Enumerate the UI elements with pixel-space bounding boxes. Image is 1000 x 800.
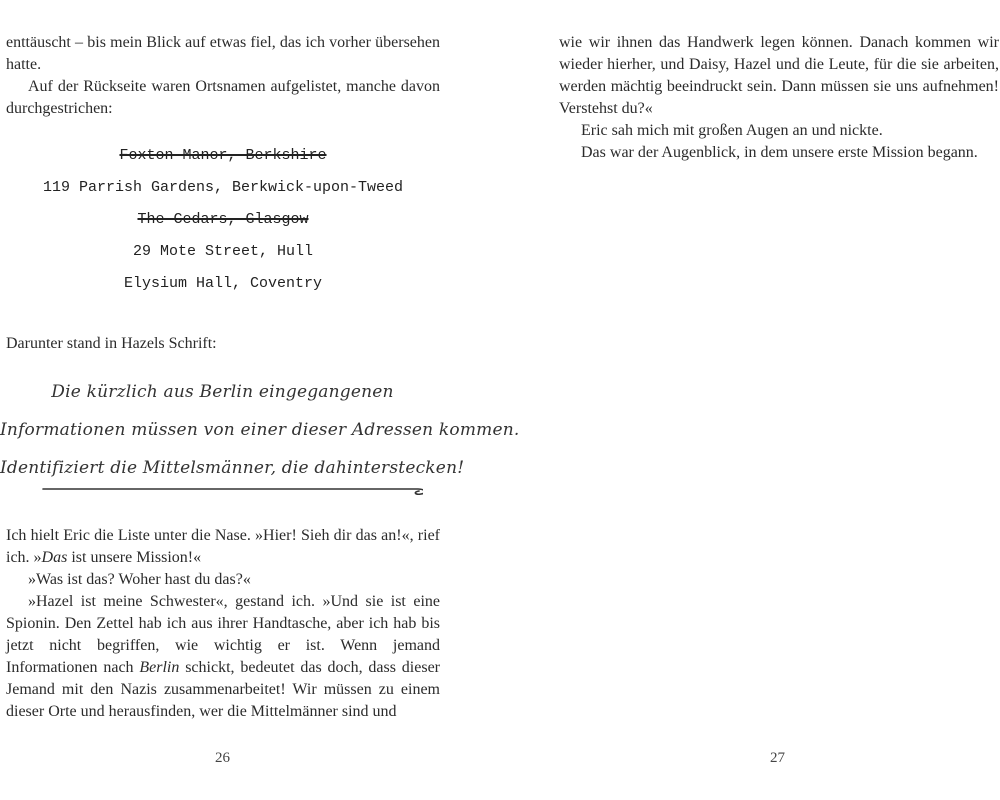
paragraph: Eric sah mich mit großen Augen an und nickte. bbox=[581, 122, 883, 139]
paragraph: Auf der Rückseite waren Ortsnamen aufgelistet, manche davon durchgestrichen: bbox=[6, 78, 440, 117]
right-page bbox=[555, 0, 1000, 800]
text-run: »Hazel ist meine Schwester«, gestand ich. »Und sie ist eine Spionin. Den Zettel hab ich aus ihrer Handtasche, aber ich hab bis jetzt nicht begriffen, wie wichtig er ist. Wenn jemand Informationen nach bbox=[6, 593, 440, 676]
left-top-text bbox=[6, 32, 440, 120]
darunter-line: Darunter stand in Hazels Schrift: bbox=[6, 335, 217, 352]
handwritten-note bbox=[0, 373, 520, 497]
address-item: 119 Parrish Gardens, Berkwick-upon-Tweed bbox=[42, 179, 404, 196]
address-item: 29 Mote Street, Hull bbox=[132, 243, 314, 260]
page-number: 26 bbox=[215, 750, 230, 766]
text-run: ist unsere Mission!« bbox=[67, 549, 202, 566]
paragraph: wie wir ihnen das Handwerk legen können. Danach kommen wir wieder hierher, und Daisy, Hazel und die Leute, für die sie arbeiten, werden mächtig beeindruckt sein. Dann müssen sie uns aufnehmen! Verstehst du?« bbox=[559, 34, 999, 117]
paragraph bbox=[6, 591, 440, 723]
emphasis: Berlin bbox=[139, 659, 180, 676]
right-text bbox=[559, 32, 999, 164]
address-item-struck: Foxton Manor, Berkshire bbox=[119, 147, 327, 164]
paragraph: Das war der Augenblick, in dem unsere erste Mission begann. bbox=[581, 144, 978, 161]
left-lower-text bbox=[6, 525, 440, 723]
paragraph: »Was ist das? Woher hast du das?« bbox=[28, 571, 251, 588]
paragraph: enttäuscht – bis mein Blick auf etwas fiel, das ich vorher übersehen hatte. bbox=[6, 34, 440, 73]
text-run: schickt, bedeutet das doch, dass dieser Jemand mit den Nazis zusammenarbeitet! Wir müssen zu einem dieser Orte und herausfinden, wer die Mittelmänner sind und bbox=[6, 659, 440, 720]
address-list bbox=[6, 140, 440, 300]
handwritten-line: Informationen müssen von einer dieser Adressen kommen. bbox=[0, 420, 520, 440]
paragraph bbox=[6, 525, 440, 569]
emphasis: Das bbox=[41, 549, 68, 566]
text-run: Ich hielt Eric die Liste unter die Nase. »Hier! Sieh dir das an!«, rief ich. » bbox=[6, 527, 440, 566]
page-number: 27 bbox=[770, 750, 785, 766]
handwritten-line: Die kürzlich aus Berlin eingegangenen bbox=[51, 382, 394, 402]
address-item: Elysium Hall, Coventry bbox=[123, 275, 323, 292]
handwritten-line: Identifiziert die Mittelsmänner, die dahinterstecken! bbox=[0, 458, 465, 478]
address-item-struck: The Cedars, Glasgow bbox=[137, 211, 309, 228]
